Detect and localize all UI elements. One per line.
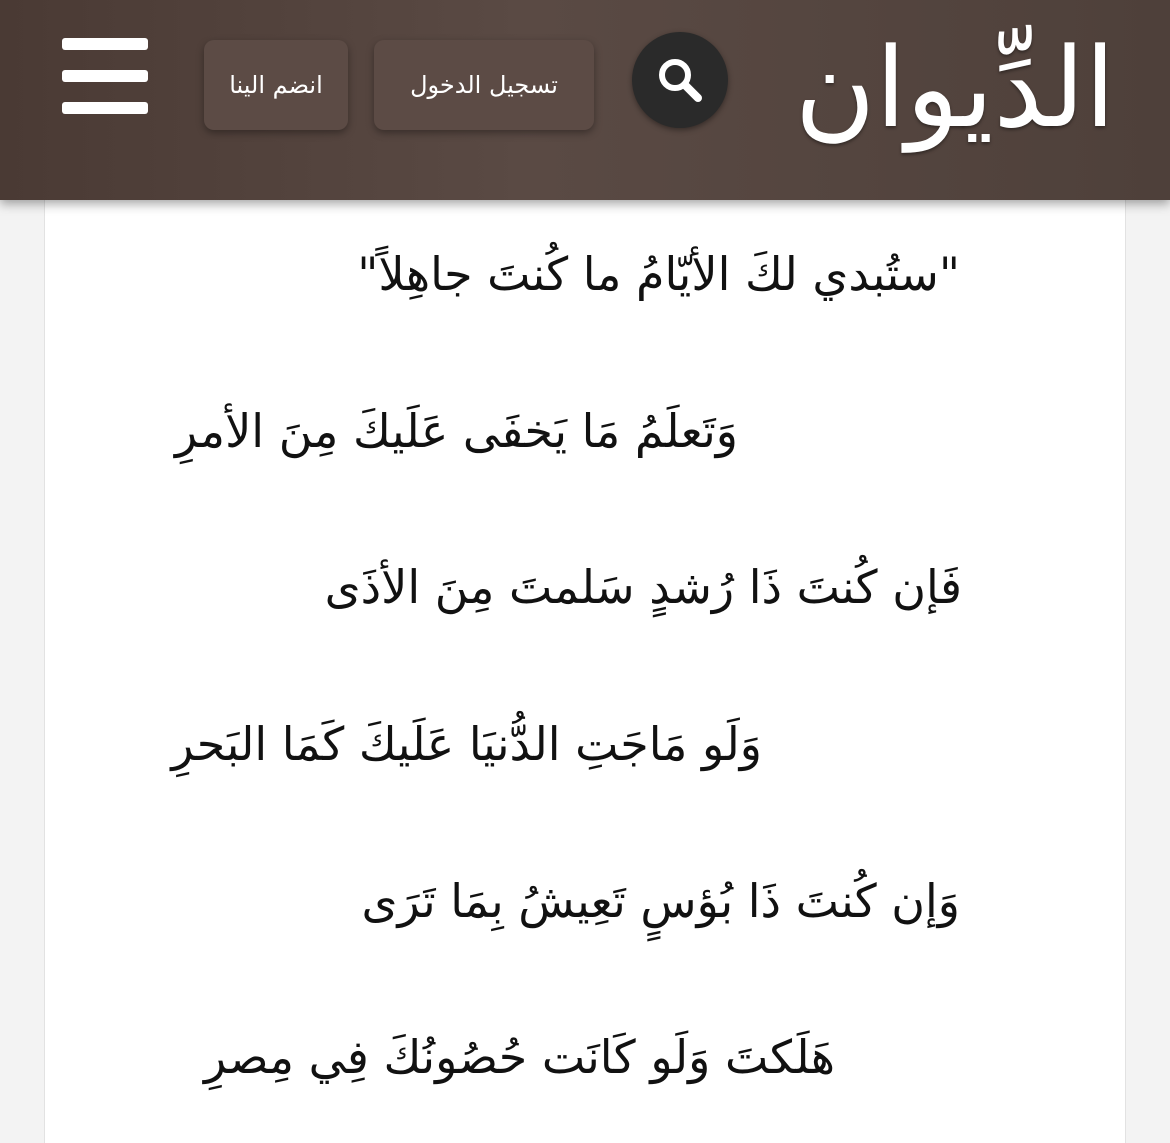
- hamburger-menu-button[interactable]: [60, 38, 150, 114]
- menu-bar: [62, 38, 148, 50]
- login-button[interactable]: [374, 40, 594, 130]
- poem-line: "ستُبدي لكَ الأيّامُ ما كُنتَ جاهِلاً": [357, 247, 960, 301]
- menu-bar: [62, 70, 148, 82]
- search-button[interactable]: [632, 32, 728, 128]
- join-us-button[interactable]: [204, 40, 348, 130]
- poem-line: هَلَكتَ وَلَو كَانَت حُصُونُكَ فِي مِصرِ: [204, 1030, 835, 1084]
- logo-text: الدِّيوان: [794, 23, 1116, 152]
- menu-bar: [62, 102, 148, 114]
- poem-line: فَإن كُنتَ ذَا رُشدٍ سَلمتَ مِنَ الأذَى: [324, 560, 962, 614]
- poem-line: وَتَعلَمُ مَا يَخفَى عَلَيكَ مِنَ الأمرِ: [175, 404, 738, 458]
- site-logo[interactable]: [790, 0, 1120, 175]
- poem-card: [44, 200, 1126, 1143]
- site-header: [0, 0, 1170, 200]
- login-label: تسجيل الدخول: [410, 71, 558, 99]
- poem-line: وَلَو مَاجَتِ الدُّنيَا عَلَيكَ كَمَا البَحرِ: [171, 717, 762, 771]
- search-icon: [654, 54, 706, 106]
- poem-line: وَإن كُنتَ ذَا بُؤسٍ تَعِيشُ بِمَا تَرَى: [361, 874, 960, 928]
- join-us-label: انضم الينا: [229, 71, 323, 99]
